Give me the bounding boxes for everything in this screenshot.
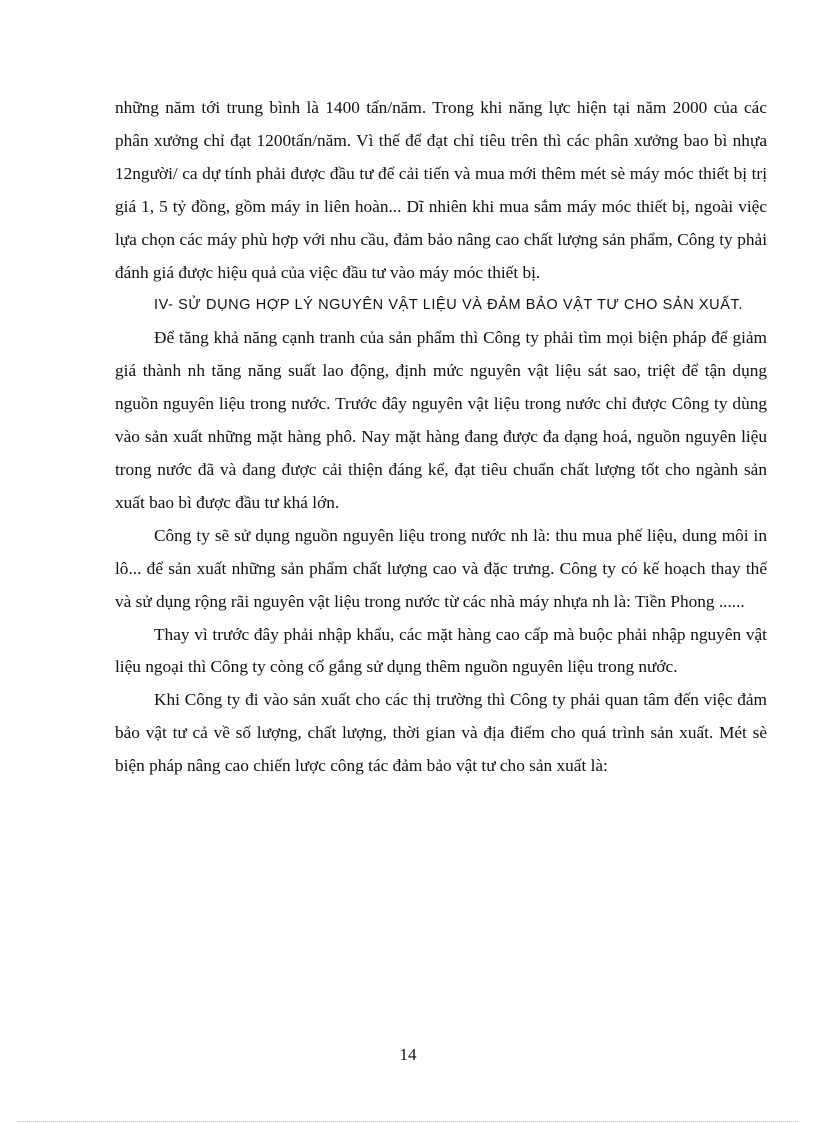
document-page: [115, 92, 767, 783]
page-bottom-divider: [18, 1121, 798, 1122]
section-heading: IV- SỬ DỤNG HỢP LÝ NGUYÊN VẬT LIỆU VÀ ĐẢM BẢO VẬT TƯ CHO SẢN XUẤT.: [154, 297, 743, 314]
paragraph: Thay vì trước đây phải nhập khẩu, các mặt hàng cao cấp mà buộc phải nhập nguyên vật liệu ngoại thì Công ty còng cố gắng sử dụng thêm nguồn nguyên liệu trong nước.: [115, 624, 767, 677]
paragraph-continuation: những năm tới trung bình là 1400 tấn/năm. Trong khi năng lực hiện tại năm 2000 của các phân xưởng chỉ đạt 1200tấn/năm. Vì thế để đạt chỉ tiêu trên thì các phân xưởng bao bì nhựa 12người/ ca dự tính phải được đầu tư để cải tiến và mua mới thêm mét sè máy móc thiết bị trị giá 1, 5 tỷ đồng, gồm máy in liên hoàn... Dĩ nhiên khi mua sắm máy móc thiết bị, ngoài việc lựa chọn các máy phù hợp với nhu cầu, đảm bảo nâng cao chất lượng sản phẩm, Công ty phải đánh giá được hiệu quả của việc đầu tư vào máy móc thiết bị.: [115, 98, 767, 282]
paragraph: Công ty sẽ sử dụng nguồn nguyên liệu trong nước nh là: thu mua phế liệu, dung môi in lô... để sản xuất những sản phẩm chất lượng cao và đặc trưng. Công ty có kế hoạch thay thế và sử dụng rộng rãi nguyên vật liệu trong nước từ các nhà máy nhựa nh là: Tiền Phong ......: [115, 525, 767, 611]
paragraph: Khi Công ty đi vào sản xuất cho các thị trường thì Công ty phải quan tâm đến việc đảm bảo vật tư cả về số lượng, chất lượng, thời gian và địa điểm cho quá trình sản xuất. Mét sè biện pháp nâng cao chiến lược công tác đảm bảo vật tư cho sản xuất là:: [115, 690, 767, 776]
paragraph: Để tăng khả năng cạnh tranh của sản phẩm thì Công ty phải tìm mọi biện pháp để giảm giá thành nh tăng năng suất lao động, định mức nguyên vật liệu sát sao, triệt để tận dụng nguồn nguyên liệu trong nước. Trước đây nguyên vật liệu trong nước chỉ được Công ty dùng vào sản xuất những mặt hàng phô. Nay mặt hàng đang được đa dạng hoá, nguồn nguyên liệu trong nước đã và đang được cải thiện đáng kể, đạt tiêu chuẩn chất lượng tốt cho ngành sản xuất bao bì được đầu tư khá lớn.: [115, 328, 767, 512]
page-number: 14: [399, 1045, 417, 1064]
